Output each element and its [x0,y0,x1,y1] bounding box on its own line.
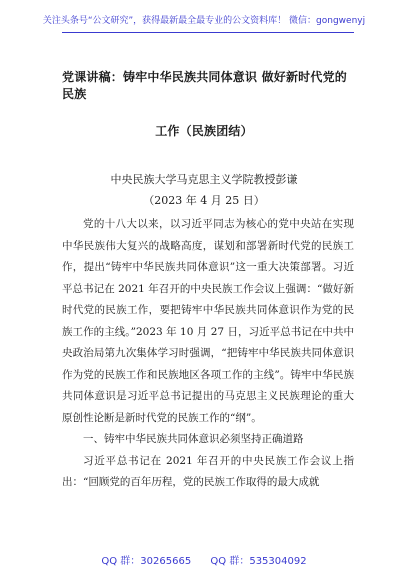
footer-contact [0,552,408,567]
document-title-line-2: 工作（民族团结） [155,124,253,138]
date-line: （2023 年 4 月 25 日） [143,194,265,207]
paragraph: 党的十八大以来，以习近平同志为核心的党中央站在实现中华民族伟大复兴的战略高度，谋划和部署新时代党的民族工作，提出“铸牢中华民族共同体意识”这一重大决策部署。习近平总书记在 2021 年召开的中央民族工作会议上强调：“做好新时代党的民族工作，要把铸牢中华民族共同体意识作为党的民族工作的主线。”2023 年 10 月 27 日，习近平总书记在中共中央政治局第九次集体学习时强调，“把铸牢中华民族共同体意识作为党的民族工作和民族地区各项工作的主线”。铸牢中华民族共同体意识是习近平总书记提出的马克思主义民族理论的重大原创性论断是新时代党的民族工作的“纲”。 [62,218,354,424]
document-title-line-1: 党课讲稿：铸牢中华民族共同体意识 做好新时代党的民族 [62,70,347,101]
paragraph: 习近平总书记在 2021 年召开的中央民族工作会议上指出：“回顾党的百年历程，党的民族工作取得的最大成就 [62,454,354,488]
footer-qq-group-1: QQ 群：30265665 [101,556,192,567]
header-divider [62,32,354,33]
author-line: 中央民族大学马克思主义学院教授彭谦 [110,173,298,186]
document-body [62,214,354,494]
footer-qq-group-2: QQ 群：535304092 [210,556,307,567]
header-watermark-note: 关注头条号“公文研究”，获得最新最全最专业的公文资料库！ 微信：gongwenyj [42,16,366,26]
section-heading: 一、铸牢中华民族共同体意识必须坚持正确道路 [83,433,304,445]
